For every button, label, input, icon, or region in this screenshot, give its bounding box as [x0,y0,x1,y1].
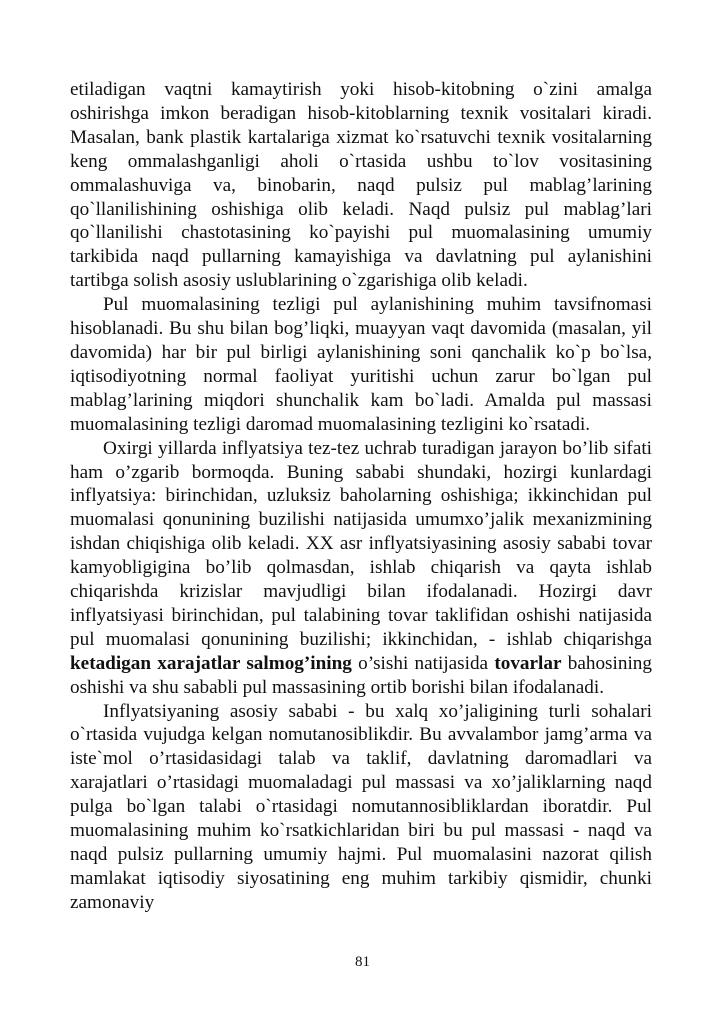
paragraph-3-text-a: Oxirgi yillarda inflyatsiya tez-tez uchrab turadigan jarayon bo’lib sifati ham o’zgarib bormoqda. Buning sababi shundaki, hozirgi kunlardagi inflyatsiya: birinchidan, uzluksiz baholarning oshishiga; ikkinchidan pul muomalasi qonunining buzilishi natijasida umumxo’jalik mexanizmining ishdan chiqishiga olib keladi. XX asr inflyatsiyasining asosiy sababi tovar kamyobligigina bo’lib qolmasdan, ishlab chiqarish va qayta ishlab chiqarishda krizislar mavjudligi bilan ifodalanadi. Hozirgi davr inflyatsiyasi birinchidan, pul talabining tovar taklifidan oshishi natijasida pul muomalasi qonunining buzilishi; ikkinchidan, - ishlab chiqarishga [70,437,652,650]
paragraph-2 [70,293,652,436]
page-number: 81 [355,954,370,970]
paragraph-3 [70,437,652,700]
paragraph-3-text-c: bahosining oshishi va shu sababli pul massasining ortib borishi bilan ifodalanadi. [70,652,652,698]
paragraph-3-bold-phrase: ketadigan xarajatlar salmog’ining [70,652,352,674]
page-body [70,78,652,915]
paragraph-4-text: Inflyatsiyaning asosiy sababi - bu xalq xo’jaligining turli sohalari o`rtasida vujudga kelgan nomutanosiblikdir. Bu avvalambor jamg’arma va iste`mol o’rtasidasidagi talab va taklif, davlatning daromadlari va xarajatlari o’rtasidagi muomaladagi pul massasi va xo’jaliklarning naqd pulga bo`lgan talabi o`rtasidagi nomutannosibliklardan iboratdir. Pul muomalasining muhim ko`rsatkichlaridan biri bu pul massasi - naqd va naqd pulsiz pullarning umumiy hajmi. Pul muomalasini nazorat qilish mamlakat iqtisodiy siyosatining eng muhim tarkibiy qismidir, chunki zamonaviy [70,700,652,913]
paragraph-3-text-b: o’sishi natijasida [351,652,495,674]
paragraph-1-text: etiladigan vaqtni kamaytirish yoki hisob-kitobning o`zini amalga oshirishga imkon beradigan hisob-kitoblarning texnik vositalari kiradi. Masalan, bank plastik kartalariga xizmat ko`rsatuvchi texnik vositalarning keng ommalashganligi aholi o`rtasida ushbu to`lov vositasining ommalashuviga va, binobarin, naqd pulsiz pul mablag’larining qo`llanilishining oshishiga olib keladi. Naqd pulsiz pul mablag’lari qo`llanilishi chastotasining ko`payishi pul muomalasining umumiy tarkibida naqd pullarning kamayishiga va davlatning pul aylanishini tartibga solish asosiy uslublarining o`zgarishiga olib keladi. [70,79,652,292]
paragraph-1 [70,78,652,293]
paragraph-4 [70,700,652,915]
paragraph-2-text: Pul muomalasining tezligi pul aylanishining muhim tavsifnomasi hisoblanadi. Bu shu bilan bog’liqki, muayyan vaqt davomida (masalan, yil davomida) har bir pul birligi aylanishining soni qanchalik ko`p bo`lsa, iqtisodiyotning normal faoliyat yuritishi uchun zarur bo`lgan pul mablag’larining miqdori shunchalik kam bo`ladi. Amalda pul massasi muomalasining tezligi daromad muomalasining tezligini ko`rsatadi. [70,294,652,435]
paragraph-3-bold-word: tovarlar [494,652,562,674]
